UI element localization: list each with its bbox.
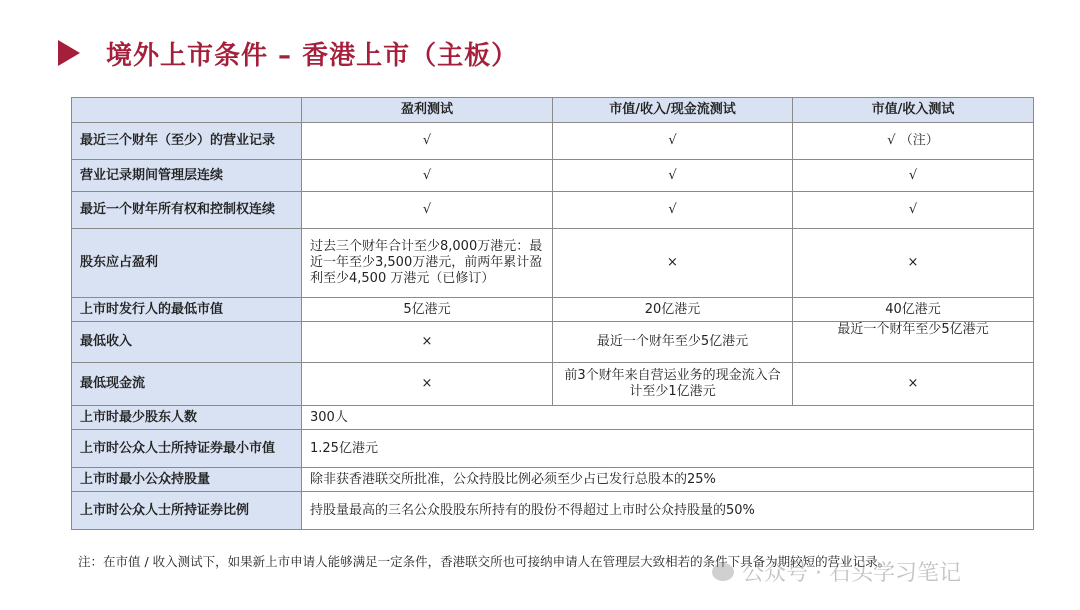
row-label: 上市时公众人士所持证券最小市值 (72, 430, 302, 468)
cell-mcr: × (793, 229, 1034, 298)
watermark-text: 公众号 · 石头学习笔记 (742, 561, 961, 586)
header-cell-mcap-revenue-cashflow-test: 市值/收入/现金流测试 (553, 98, 793, 123)
table-row (72, 298, 1034, 322)
listing-requirements-table (71, 97, 1034, 530)
cell-mcr: √ (793, 160, 1034, 192)
table-row (72, 468, 1034, 492)
table-row (72, 192, 1034, 229)
row-label: 最低收入 (72, 322, 302, 363)
row-label: 最低现金流 (72, 363, 302, 406)
cell-profit: 5亿港元 (302, 298, 553, 322)
cell-merged: 1.25亿港元 (302, 430, 1034, 468)
title-row (58, 30, 518, 76)
cell-profit: √ (302, 160, 553, 192)
cell-profit: 过去三个财年合计至少8,000万港元：最近一年至少3,500万港元，前两年累计盈利至少4,500 万港元（已修订） (302, 229, 553, 298)
row-label: 上市时最小公众持股量 (72, 468, 302, 492)
table-row (72, 322, 1034, 363)
cell-mcr: √ （注） (793, 123, 1034, 160)
table-row (72, 406, 1034, 430)
wechat-icon (712, 563, 734, 581)
header-cell-mcap-revenue-test: 市值/收入测试 (793, 98, 1034, 123)
cell-profit: √ (302, 123, 553, 160)
cell-mcr: √ (793, 192, 1034, 229)
cell-merged: 除非获香港联交所批准，公众持股比例必须至少占已发行总股本的25% (302, 468, 1034, 492)
row-label: 营业记录期间管理层连续 (72, 160, 302, 192)
table-row (72, 492, 1034, 530)
row-label: 股东应占盈利 (72, 229, 302, 298)
header-cell-blank (72, 98, 302, 123)
cell-mcr: 40亿港元 (793, 298, 1034, 322)
row-label: 上市时公众人士所持证券比例 (72, 492, 302, 530)
row-label: 最近一个财年所有权和控制权连续 (72, 192, 302, 229)
header-cell-profit-test: 盈利测试 (302, 98, 553, 123)
cell-mcrc: √ (553, 123, 793, 160)
footnote: 注：在市值 / 收入测试下，如果新上市申请人能够满足一定条件，香港联交所也可接纳申请人在管理层大致相若的条件下具备为期较短的营业记录。 (78, 554, 891, 569)
table-row (72, 160, 1034, 192)
cell-profit: × (302, 322, 553, 363)
table-row (72, 123, 1034, 160)
table-row (72, 430, 1034, 468)
cell-mcrc: × (553, 229, 793, 298)
cell-mcrc: 20亿港元 (553, 298, 793, 322)
row-label: 上市时最少股东人数 (72, 406, 302, 430)
cell-mcr: 最近一个财年至少5亿港元 (793, 322, 1034, 363)
cell-merged: 300人 (302, 406, 1034, 430)
cell-mcrc: 最近一个财年至少5亿港元 (553, 322, 793, 363)
cell-merged: 持股量最高的三名公众股股东所持有的股份不得超过上市时公众持股量的50% (302, 492, 1034, 530)
table-header-row (72, 98, 1034, 123)
play-arrow-icon (58, 40, 80, 66)
cell-mcrc: √ (553, 160, 793, 192)
table-row (72, 363, 1034, 406)
table-row (72, 229, 1034, 298)
watermark (712, 556, 961, 587)
cell-mcr: × (793, 363, 1034, 406)
row-label: 上市时发行人的最低市值 (72, 298, 302, 322)
cell-mcrc: 前3个财年来自营运业务的现金流入合计至少1亿港元 (553, 363, 793, 406)
cell-profit: × (302, 363, 553, 406)
row-label: 最近三个财年（至少）的营业记录 (72, 123, 302, 160)
cell-profit: √ (302, 192, 553, 229)
cell-mcrc: √ (553, 192, 793, 229)
page-title: 境外上市条件 – 香港上市（主板） (106, 40, 519, 71)
